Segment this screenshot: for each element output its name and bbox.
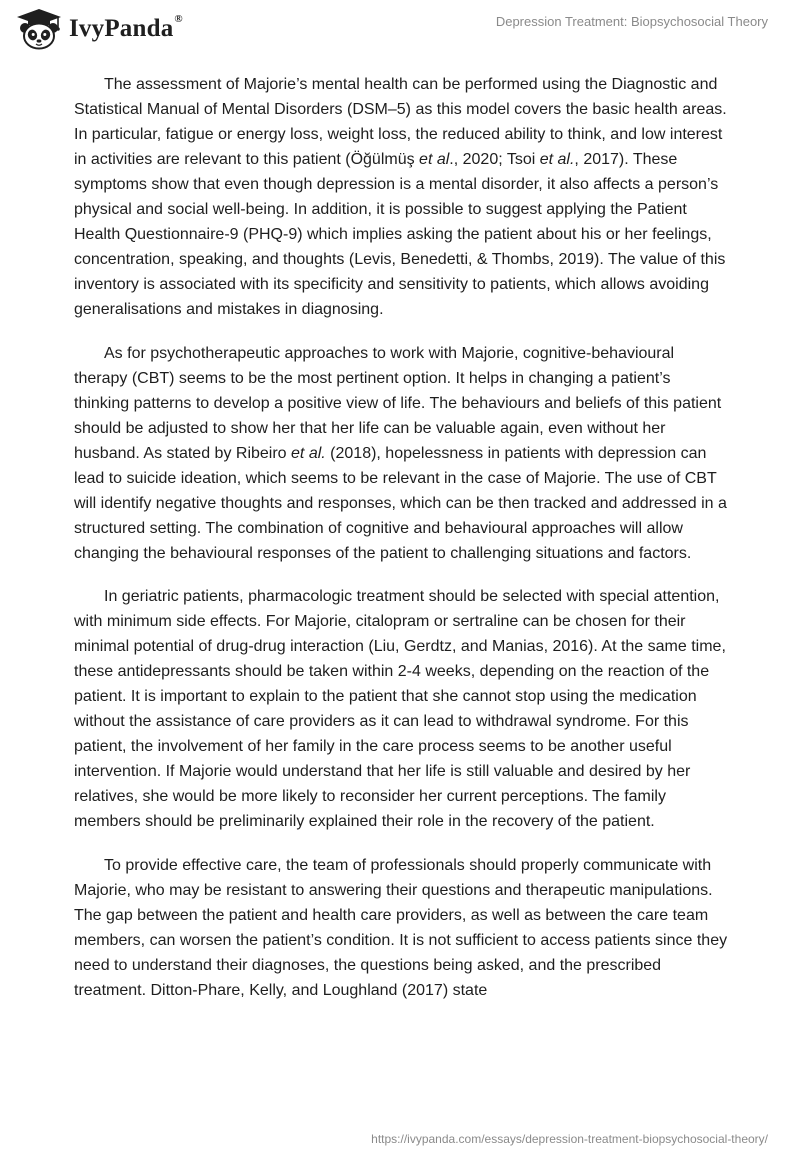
paragraph-text: As for psychotherapeutic approaches to work with Majorie, cognitive-behavioural therapy (CBT) seems to be the most pertinent option. It helps in changing a patient’s thinking patterns to develop a positive view of life. The behaviours and beliefs of this patient should be adjusted to show her that her life can be valuable again, even without her husband. As stated by Ribeiro xyxy=(74,344,722,462)
body-paragraph xyxy=(74,584,728,834)
italic-text: et al xyxy=(419,151,450,168)
paragraph-text: In geriatric patients, pharmacologic treatment should be selected with special attention, with minimum side effects. For Majorie, citalopram or sertraline can be chosen for their minimal potential of drug-drug interaction (Liu, Gerdtz, and Manias, 2016). At the same time, these antidepressants should be taken within 2-4 weeks, depending on the reaction of the patient. It is important to explain to the patient that she cannot stop using the medication without the assistance of care providers as it can lead to withdrawal syndrome. For this patient, the involvement of her family in the care process seems to be another useful intervention. If Majorie would understand that her life is still valuable and desired by her relatives, she would be more likely to reconsider her current perceptions. The family members should be preliminarily explained their role in the recovery of the patient. xyxy=(74,588,726,830)
registered-mark: ® xyxy=(174,13,183,25)
body-paragraph xyxy=(74,853,728,1003)
source-url[interactable]: https://ivypanda.com/essays/depression-treatment-biopsychosocial-theory/ xyxy=(371,1132,768,1146)
body-paragraph xyxy=(74,72,728,322)
brand-name: IvyPanda® xyxy=(69,13,183,42)
document-title: Depression Treatment: Biopsychosocial Theory xyxy=(495,14,768,29)
page-header xyxy=(0,0,800,64)
panda-graduate-icon xyxy=(14,8,64,50)
paragraph-text: , 2017). These symptoms show that even though depression is a mental disorder, it also affects a person’s physical and social well-being. In addition, it is possible to suggest applying the Patient Health Questionnaire-9 (PHQ-9) which implies asking the patient about his or her feelings, concentration, speaking, and thoughts (Levis, Benedetti, & Thombs, 2019). The value of this inventory is associated with its specificity and sensitivity to patients, which allows avoiding generalisations and mistakes in diagnosing. xyxy=(74,151,726,318)
paragraph-text: To provide effective care, the team of professionals should properly communicate with Majorie, who may be resistant to answering their questions and therapeutic manipulations. The gap between the patient and health care providers, as well as between the care team members, can worsen the patient’s condition. It is not sufficient to access patients since they need to understand their diagnoses, the questions being asked, and the prescribed treatment. Ditton-Phare, Kelly, and Loughland (2017) state xyxy=(74,856,728,999)
italic-text: et al. xyxy=(539,151,575,168)
body-paragraph xyxy=(74,341,728,566)
brand-logo[interactable] xyxy=(14,8,183,50)
paragraph-text: (2018), hopelessness in patients with depression can lead to suicide ideation, which seems to be relevant in the case of Majorie. The use of CBT will identify negative thoughts and responses, which can be then tracked and addressed in a structured setting. The combination of cognitive and behavioural approaches will allow changing the behavioural responses of the patient to challenging situations and factors. xyxy=(74,444,727,562)
paragraph-text: The assessment of Majorie’s mental health can be performed using the Diagnostic and Statistical Manual of Mental Disorders (DSM–5) as this model covers the basic health areas. In particular, fatigue or energy loss, weight loss, the reduced ability to think, and low interest in activities are relevant to this patient (Öğülmüş xyxy=(74,76,727,168)
italic-text: et al. xyxy=(291,444,326,462)
essay-body xyxy=(74,72,728,1021)
paragraph-text: ., 2020; Tsoi xyxy=(449,151,540,168)
